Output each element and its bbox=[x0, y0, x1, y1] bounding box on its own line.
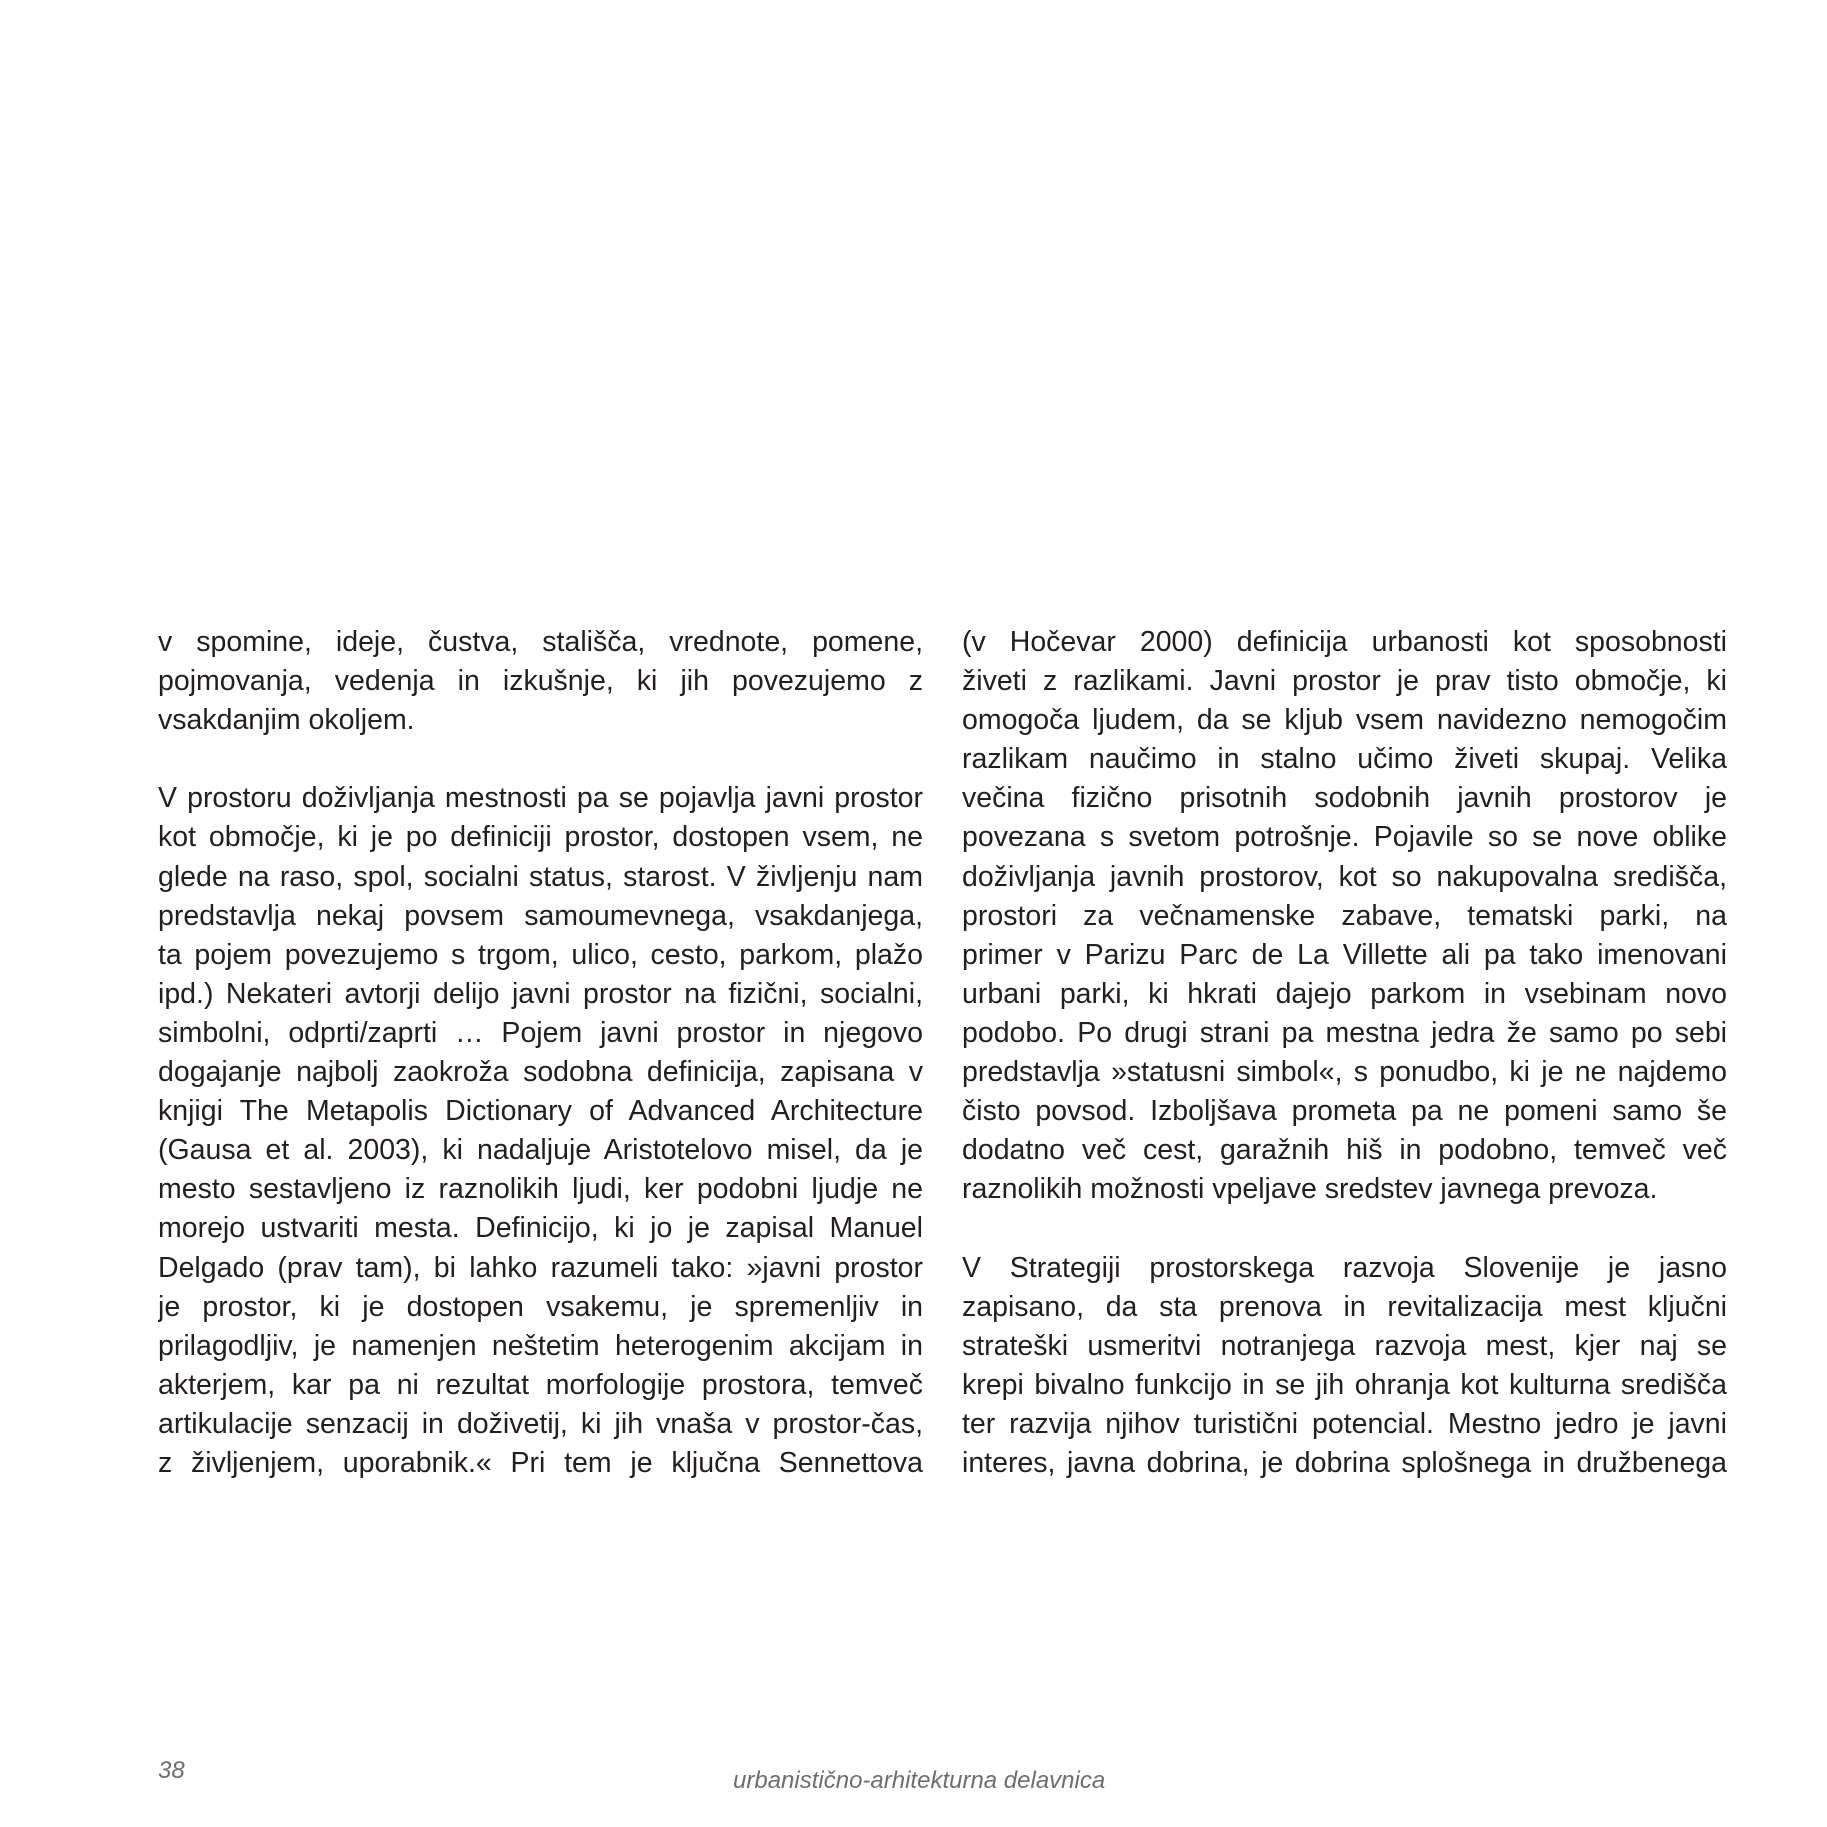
text-line: predstavlja nekaj povsem samoumevnega, vsakdanjega, bbox=[158, 899, 923, 932]
paragraph bbox=[962, 1249, 1727, 1484]
text-line: artikulacije senzacij in doživetij, ki jih vnaša v prostor-čas, bbox=[158, 1407, 923, 1440]
text-line: zapisano, da sta prenova in revitalizacija mest ključni bbox=[962, 1290, 1727, 1323]
text-line: glede na raso, spol, socialni status, starost. V življenju nam bbox=[158, 860, 923, 893]
text-line: prilagodljiv, je namenjen neštetim heterogenim akcijam in bbox=[158, 1329, 923, 1362]
text-line: prostori za večnamenske zabave, tematski parki, na bbox=[962, 899, 1727, 932]
text-line: ter razvija njihov turistični potencial. Mestno jedro je javni bbox=[962, 1407, 1727, 1440]
text-line: čisto povsod. Izboljšava prometa pa ne pomeni samo še bbox=[962, 1095, 1727, 1128]
text-line: podobo. Po drugi strani pa mestna jedra že samo po sebi bbox=[962, 1016, 1727, 1049]
text-line: dodatno več cest, garažnih hiš in podobno, temveč več bbox=[962, 1134, 1727, 1167]
text-line: urbani parki, ki hkrati dajejo parkom in vsebinam novo bbox=[962, 977, 1727, 1010]
text-line: morejo ustvariti mesta. Definicijo, ki jo je zapisal Manuel bbox=[158, 1212, 923, 1245]
text-line: primer v Parizu Parc de La Villette ali pa tako imenovani bbox=[962, 938, 1727, 971]
text-line: pojmovanja, vedenja in izkušnje, ki jih povezujemo z bbox=[158, 665, 923, 698]
text-line: povezana s svetom potrošnje. Pojavile so se nove oblike bbox=[962, 821, 1727, 854]
text-line: živeti z razlikami. Javni prostor je prav tisto območje, ki bbox=[962, 665, 1727, 698]
text-line: ipd.) Nekateri avtorji delijo javni prostor na fizični, socialni, bbox=[158, 977, 923, 1010]
text-line: doživljanja javnih prostorov, kot so nakupovalna središča, bbox=[962, 860, 1727, 893]
text-line: kot območje, ki je po definiciji prostor, dostopen vsem, ne bbox=[158, 821, 923, 854]
text-line: večina fizično prisotnih sodobnih javnih prostorov je bbox=[962, 782, 1727, 815]
text-line: akterjem, kar pa ni rezultat morfologije prostora, temveč bbox=[158, 1368, 923, 1401]
text-line: (v Hočevar 2000) definicija urbanosti kot sposobnosti bbox=[962, 626, 1727, 658]
text-line: ta pojem povezujemo s trgom, ulico, cesto, parkom, plažo bbox=[158, 938, 923, 971]
left-text-column bbox=[158, 623, 923, 1483]
page-number: 38 bbox=[158, 1757, 185, 1784]
text-line: z življenjem, uporabnik.« Pri tem je ključna Sennettova bbox=[158, 1446, 923, 1479]
text-line: razlikam naučimo in stalno učimo živeti skupaj. Velika bbox=[962, 743, 1727, 776]
text-line: interes, javna dobrina, je dobrina splošnega in družbenega bbox=[962, 1446, 1727, 1479]
text-line: je prostor, ki je dostopen vsakemu, je spremenljiv in bbox=[158, 1290, 923, 1323]
paragraph bbox=[962, 623, 1727, 1209]
text-line: (Gausa et al. 2003), ki nadaljuje Aristotelovo misel, da je bbox=[158, 1134, 923, 1167]
text-line: vsakdanjim okoljem. bbox=[158, 704, 415, 737]
text-line: predstavlja »statusni simbol«, s ponudbo, ki je ne najdemo bbox=[962, 1056, 1727, 1089]
right-text-column bbox=[962, 623, 1727, 1483]
text-line: v spomine, ideje, čustva, stališča, vrednote, pomene, bbox=[158, 626, 923, 658]
running-footer-title: urbanistično-arhitekturna delavnica bbox=[733, 1767, 1106, 1794]
text-line: strateški usmeritvi notranjega razvoja mest, kjer naj se bbox=[962, 1329, 1727, 1362]
paragraph bbox=[158, 623, 923, 740]
text-line: mesto sestavljeno iz raznolikih ljudi, ker podobni ljudje ne bbox=[158, 1173, 923, 1206]
text-line: dogajanje najbolj zaokroža sodobna definicija, zapisana v bbox=[158, 1056, 923, 1089]
text-line: V prostoru doživljanja mestnosti pa se pojavlja javni prostor bbox=[158, 782, 923, 815]
text-line: simbolni, odprti/zaprti … Pojem javni prostor in njegovo bbox=[158, 1016, 923, 1049]
text-line: Delgado (prav tam), bi lahko razumeli tako: »javni prostor bbox=[158, 1251, 923, 1284]
paragraph bbox=[158, 779, 923, 1483]
text-line: V Strategiji prostorskega razvoja Slovenije je jasno bbox=[962, 1251, 1727, 1284]
text-line: raznolikih možnosti vpeljave sredstev javnega prevoza. bbox=[962, 1173, 1658, 1206]
text-line: krepi bivalno funkcijo in se jih ohranja kot kulturna središča bbox=[962, 1368, 1727, 1401]
text-line: omogoča ljudem, da se kljub vsem navidezno nemogočim bbox=[962, 704, 1727, 737]
text-line: knjigi The Metapolis Dictionary of Advanced Architecture bbox=[158, 1095, 923, 1128]
